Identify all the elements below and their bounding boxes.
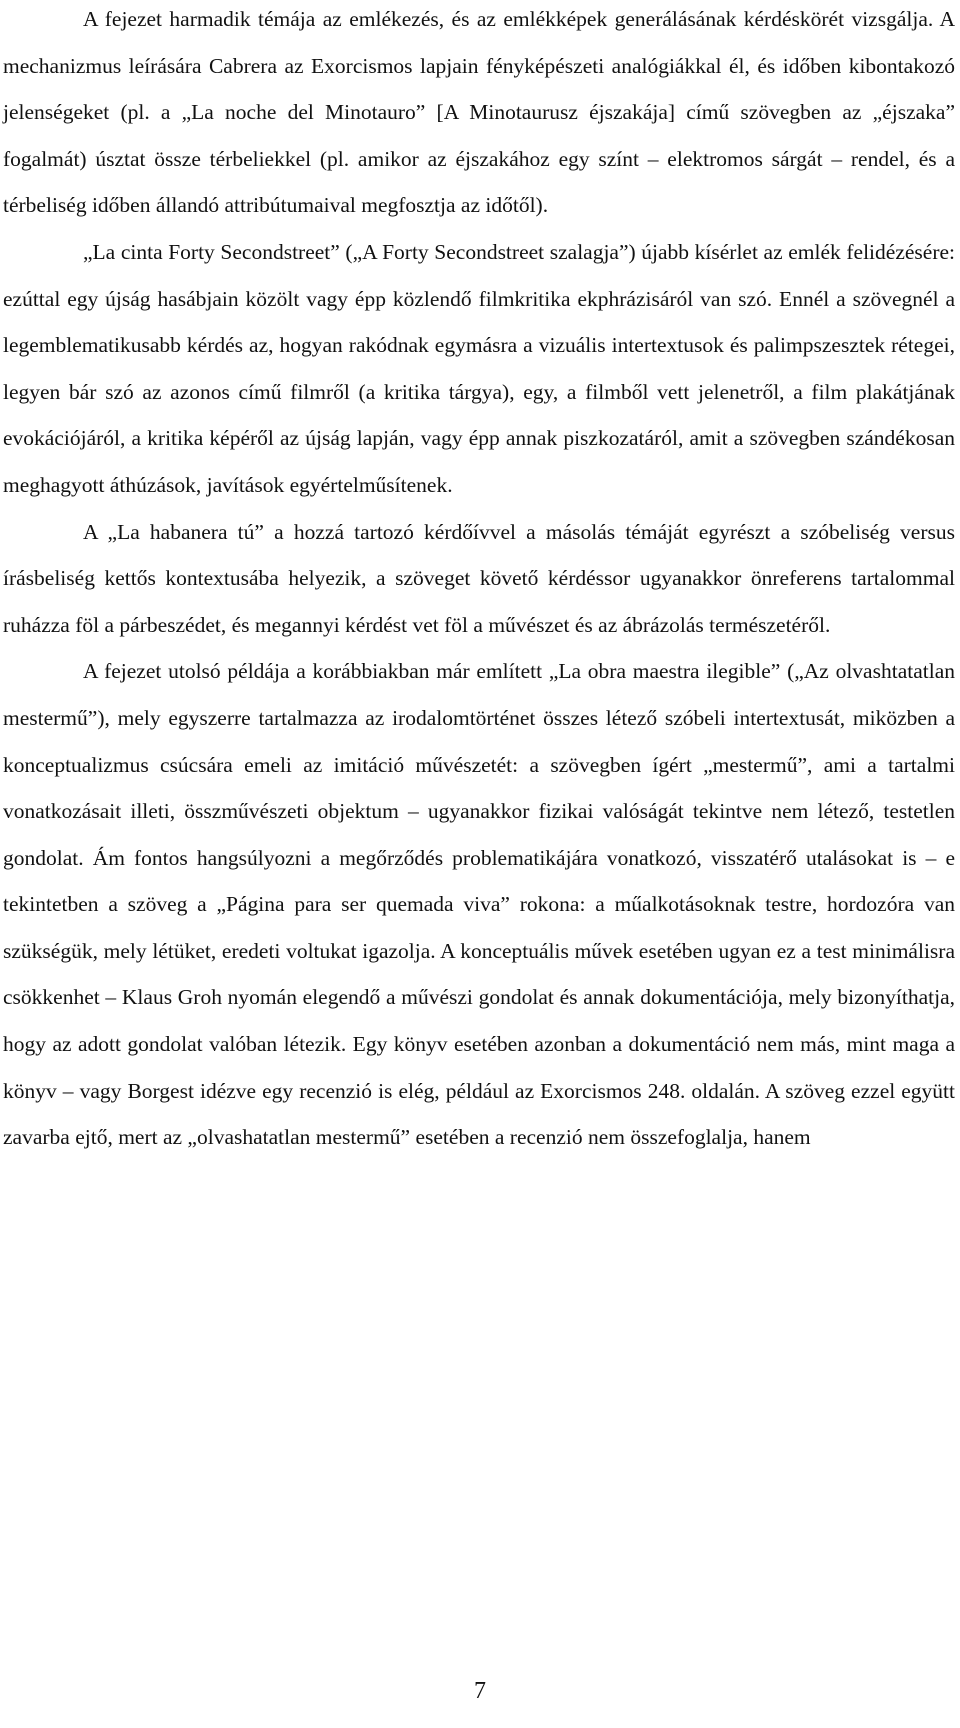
paragraph-la-obra-maestra: A fejezet utolsó példája a korábbiakban már említett „La obra maestra ilegible” („Az olvashtatatlan mestermű”), mely egyszerre tartalmazza az irodalomtörténet összes létező szóbeli intertextusát, miközben a konceptualizmus csúcsára emeli az imitáció művészetét: a szövegben ígért „mestermű”, ami a tartalmi vonatkozásait illeti, összművészeti objektum – ugyanakkor fizikai valóságát tekintve nem létező, testetlen gondolat. Ám fontos hangsúlyozni a megőrződés problematikájára vonatkozó, visszatérő utalásokat is – e tekintetben a szöveg a „Página para ser quemada viva” rokona: a műalkotásoknak testre, hordozóra van szükségük, mely létüket, eredeti voltukat igazolja. A konceptuális művek esetében ugyan ez a test minimálisra csökkenhet – Klaus Groh nyomán elegendő a művészi gondolat és annak dokumentációja, mely bizonyíthatja, hogy az adott gondolat valóban létezik. Egy könyv esetében azonban a dokumentáció nem más, mint maga a könyv – vagy Borgest idézve egy recenzió is elég, például az Exorcismos 248. oldalán. A szöveg ezzel együtt zavarba ejtő, mert az „olvashatatlan mestermű” esetében a recenzió nem összefoglalja, hanem bbox=[3, 659, 955, 1150]
paragraph-la-cinta: „La cinta Forty Secondstreet” („A Forty Secondstreet szalagja”) újabb kísérlet az emlék felidézésére: ezúttal egy újság hasábjain közölt vagy épp közlendő filmkritika ekphrázisáról van szó. Ennél a szövegnél a legemblematikusabb kérdés az, hogyan rakódnak egymásra a vizuális intertextusok és palimpszesztek rétegei, legyen bár szó az azonos című filmről (a kritika tárgya), egy, a filmből vett jelenetről, a film plakátjának evokációjáról, a kritika képéről az újság lapján, vagy épp annak piszkozatáról, amit a szövegben szándékosan meghagyott áthúzások, javítások egyértelműsítenek. bbox=[3, 239, 955, 497]
body-text bbox=[3, 0, 955, 1161]
paragraph-la-habanera: A „La habanera tú” a hozzá tartozó kérdőívvel a másolás témáját egyrészt a szóbeliség versus írásbeliség kettős kontextusába helyezik, a szöveget követő kérdéssor ugyanakkor önreferens tartalommal ruházza föl a párbeszédet, és megannyi kérdést vet föl a művészet és az ábrázolás természetéről. bbox=[3, 519, 955, 637]
paragraph-memory-theme: A fejezet harmadik témája az emlékezés, és az emlékképek generálásának kérdéskörét vizsgálja. A mechanizmus leírására Cabrera az Exorcismos lapjain fényképészeti analógiákkal él, és időben kibontakozó jelenségeket (pl. a „La noche del Minotauro” [A Minotaurusz éjszakája] című szövegben az „éjszaka” fogalmát) úsztat össze térbeliekkel (pl. amikor az éjszakához egy színt – elektromos sárgát – rendel, és a térbeliség időben állandó attribútumaival megfosztja az időtől). bbox=[3, 7, 955, 218]
page-number: 7 bbox=[474, 1678, 486, 1704]
